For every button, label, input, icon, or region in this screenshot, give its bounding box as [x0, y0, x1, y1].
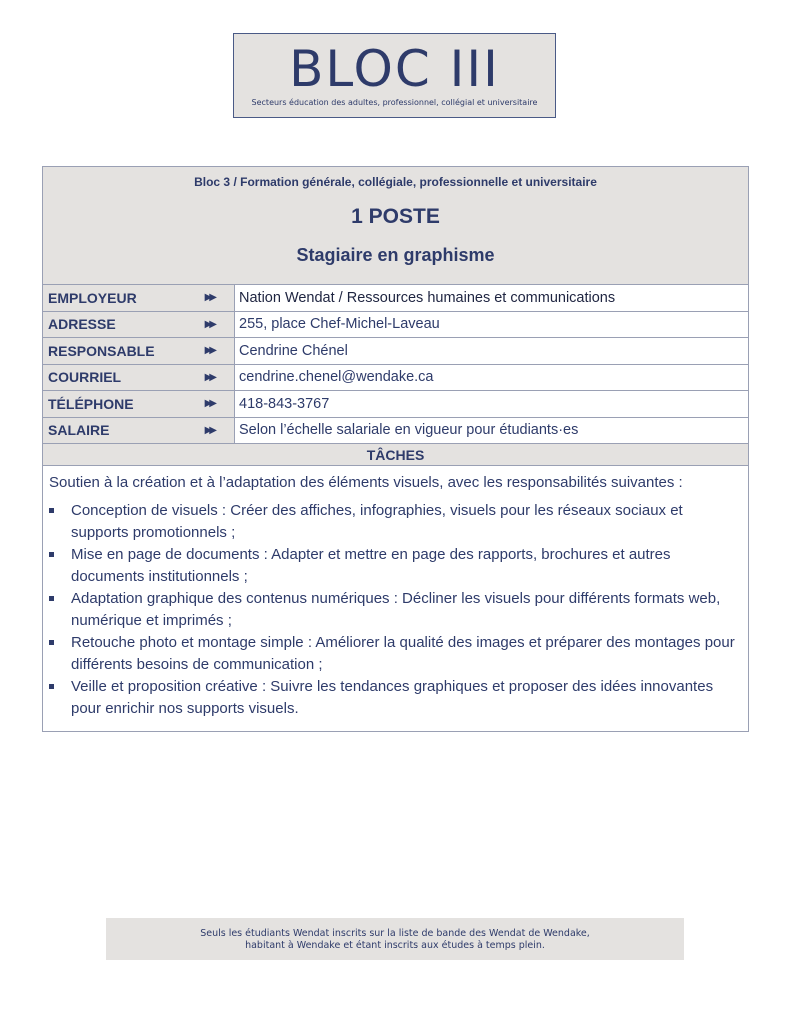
square-bullet-icon — [49, 684, 54, 689]
double-arrow-icon: ▶▶ — [204, 318, 214, 330]
info-row-adresse — [43, 312, 748, 339]
double-arrow-icon: ▶▶ — [204, 345, 214, 357]
bloc-category: Bloc 3 / Formation générale, collégiale, professionnelle et universitaire — [194, 175, 597, 189]
row-value: Cendrine Chénel — [239, 342, 348, 359]
info-row-salaire — [43, 418, 748, 445]
square-bullet-icon — [49, 552, 54, 557]
row-label: EMPLOYEUR — [48, 289, 137, 306]
row-label: TÉLÉPHONE — [48, 395, 134, 412]
row-value: Nation Wendat / Ressources humaines et communications — [239, 289, 616, 306]
task-list — [49, 500, 742, 720]
double-arrow-icon: ▶▶ — [204, 398, 214, 410]
info-row-telephone — [43, 391, 748, 418]
row-label: RESPONSABLE — [48, 342, 155, 359]
info-row-employeur — [43, 285, 748, 312]
taches-heading: TÂCHES — [43, 444, 748, 466]
list-item: Adaptation graphique des contenus numériques : Décliner les visuels pour différents formats web, numérique et imprimés ; — [49, 588, 742, 632]
square-bullet-icon — [49, 640, 54, 645]
list-item: Mise en page de documents : Adapter et mettre en page des rapports, brochures et autres documents institutionnels ; — [49, 544, 742, 588]
row-label: COURRIEL — [48, 369, 122, 386]
job-title: Stagiaire en graphisme — [296, 245, 495, 265]
list-item: Conception de visuels : Créer des affiches, infographies, visuels pour les réseaux sociaux et supports promotionnels ; — [49, 500, 742, 544]
email-link[interactable]: cendrine.chenel@wendake.ca — [239, 369, 434, 386]
footer-line-1: Seuls les étudiants Wendat inscrits sur la liste de bande des Wendat de Wendake, — [200, 928, 590, 939]
posts-count: 1 POSTE — [351, 205, 440, 228]
square-bullet-icon — [49, 508, 54, 513]
taches-body — [43, 466, 748, 720]
row-value: Selon l’échelle salariale en vigueur pour étudiants·es — [239, 422, 579, 439]
eligibility-note — [106, 918, 684, 960]
row-label: ADRESSE — [48, 316, 116, 333]
bloc-logo — [233, 33, 556, 118]
posting-header — [43, 167, 748, 285]
double-arrow-icon: ▶▶ — [204, 371, 214, 383]
double-arrow-icon: ▶▶ — [204, 292, 214, 304]
double-arrow-icon: ▶▶ — [204, 424, 214, 436]
info-row-responsable — [43, 338, 748, 365]
row-value: 418-843-3767 — [239, 395, 330, 412]
job-posting-card — [42, 166, 749, 732]
list-item: Retouche photo et montage simple : Améliorer la qualité des images et préparer des montages pour différents besoins de communication ; — [49, 632, 742, 676]
square-bullet-icon — [49, 596, 54, 601]
row-value: 255, place Chef-Michel-Laveau — [239, 316, 440, 333]
list-item: Veille et proposition créative : Suivre les tendances graphiques et proposer des idées innovantes pour enrichir nos supports visuels. — [49, 676, 742, 720]
info-row-courriel — [43, 365, 748, 392]
taches-intro: Soutien à la création et à l’adaptation des éléments visuels, avec les responsabilités suivantes : — [49, 474, 683, 491]
logo-subtitle: Secteurs éducation des adultes, professionnel, collégial et universitaire — [251, 98, 538, 107]
logo-title: BLOC III — [289, 40, 500, 98]
footer-line-2: habitant à Wendake et étant inscrits aux études à temps plein. — [245, 940, 545, 951]
row-label: SALAIRE — [48, 422, 110, 439]
